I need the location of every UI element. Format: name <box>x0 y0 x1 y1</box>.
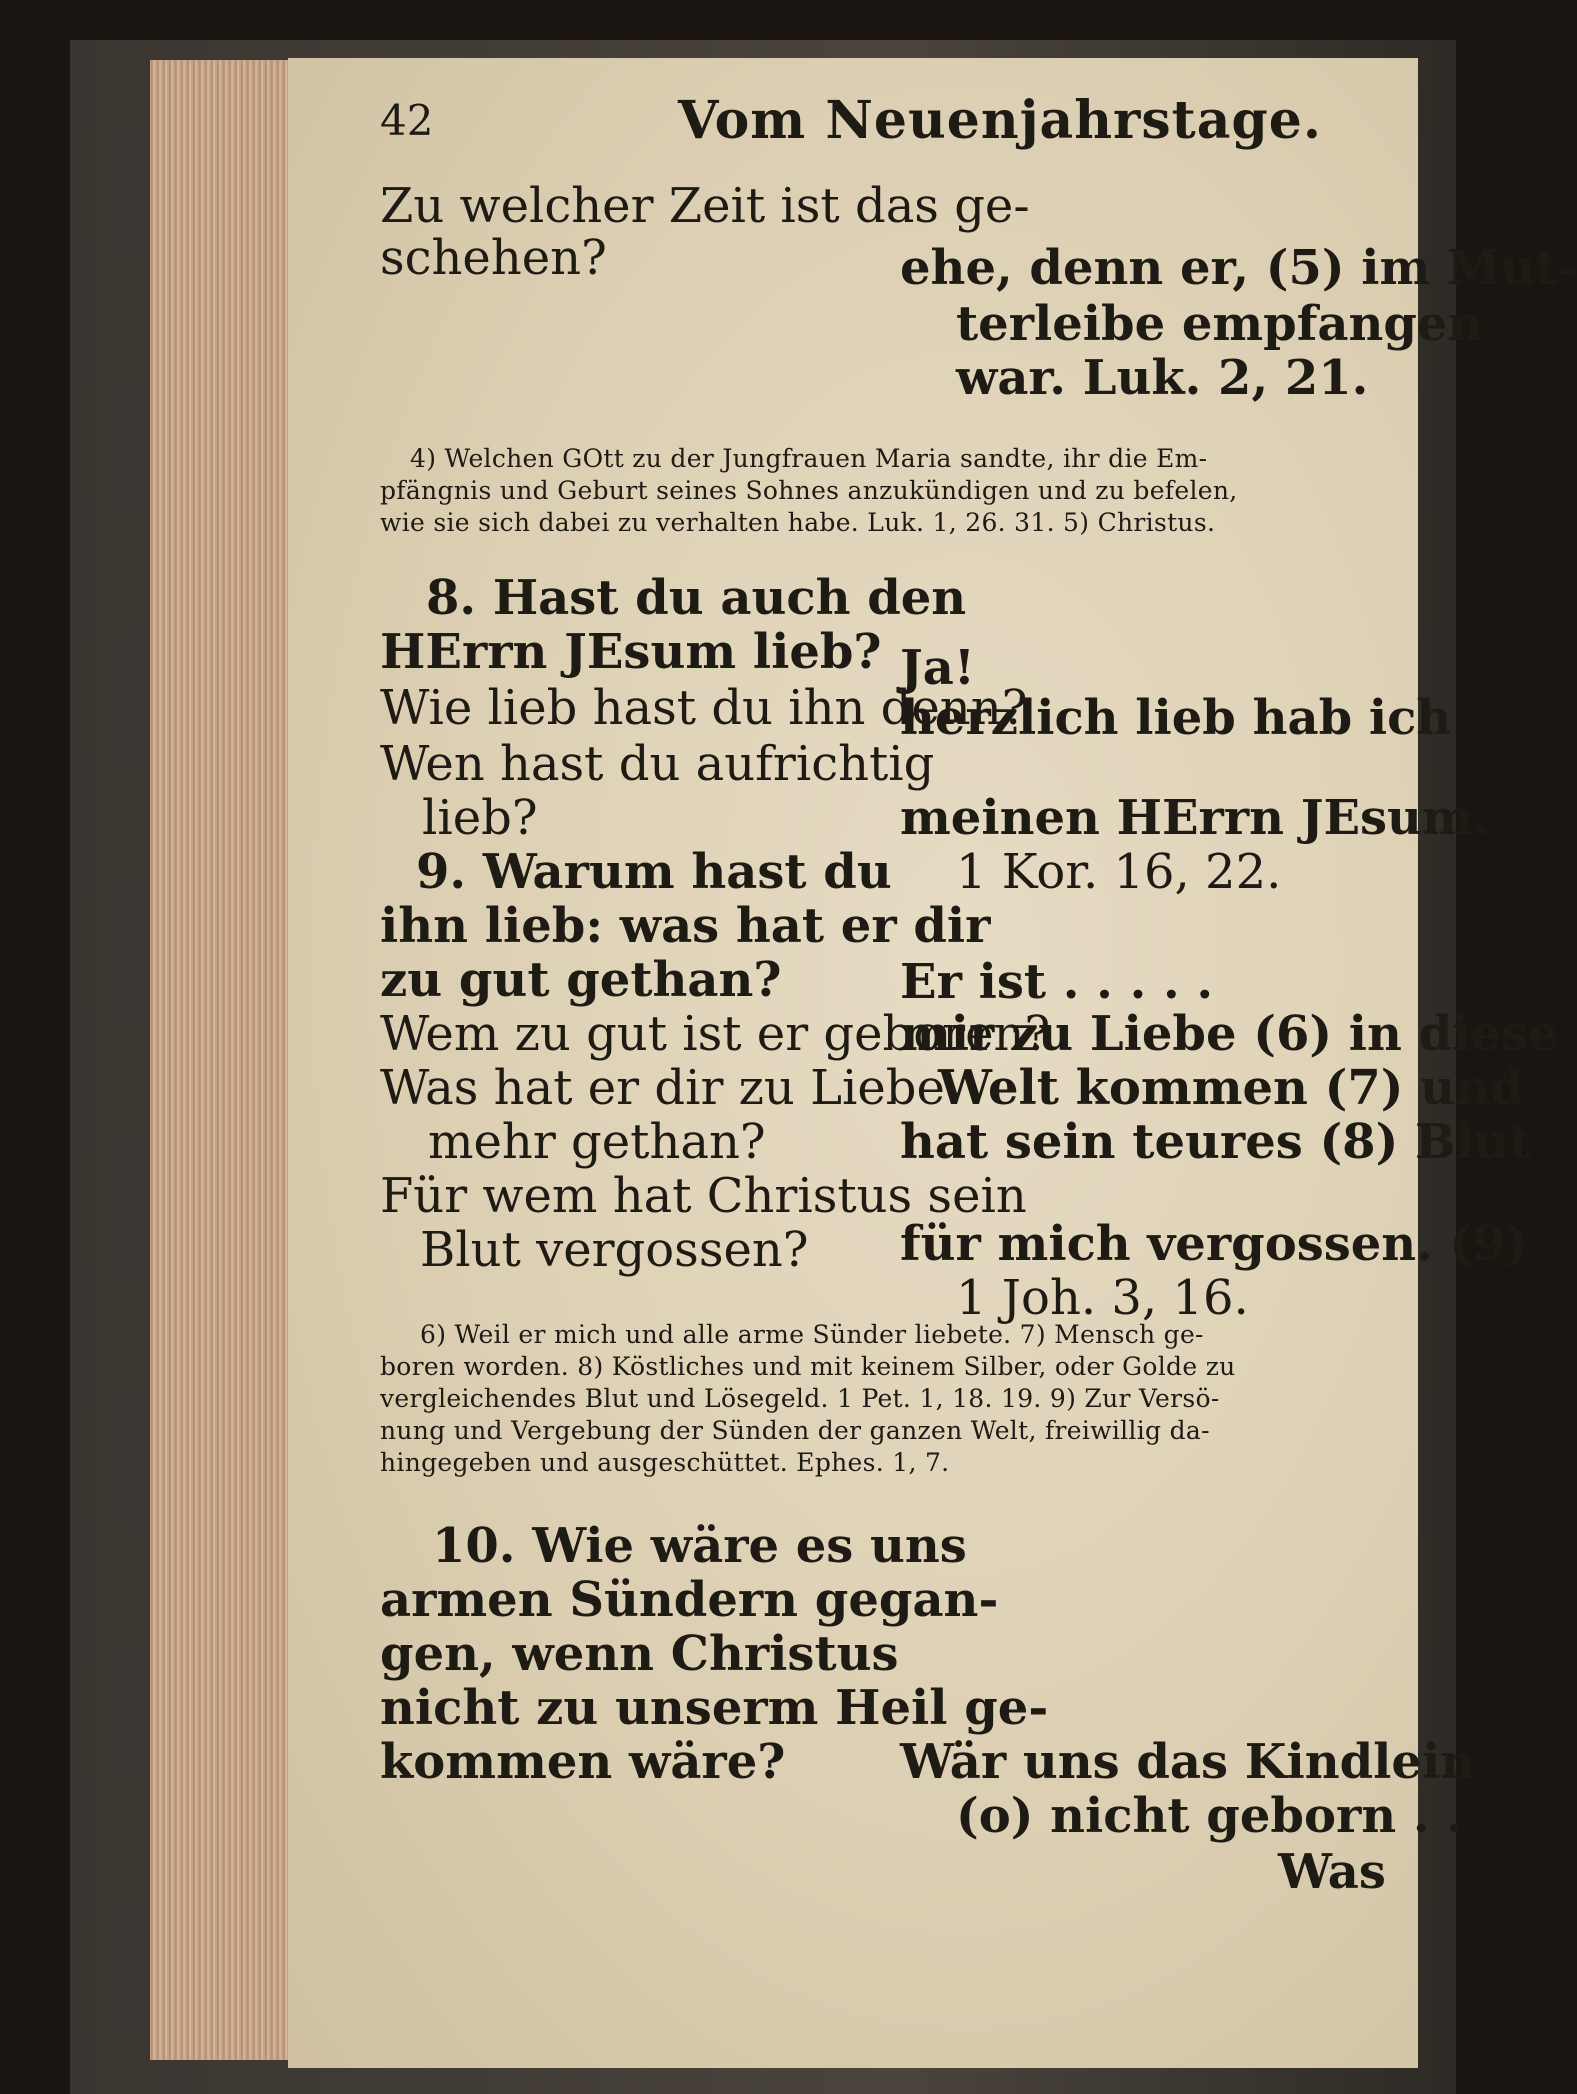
footnote-line: nung und Vergebung der Sünden der ganzen Welt, freiwillig da- <box>380 1416 1210 1445</box>
question-line: Wen hast du aufrichtig <box>380 736 935 792</box>
question-line: mehr gethan? <box>428 1114 766 1170</box>
footnote-line: wie sie sich dabei zu verhalten habe. Luk. 1, 26. 31. 5) Christus. <box>380 508 1216 537</box>
question-line: gen, wenn Christus <box>380 1626 899 1682</box>
question-line: schehen? <box>380 230 607 286</box>
answer-line: 1 Joh. 3, 16. <box>956 1270 1249 1326</box>
footnote-line: 6) Weil er mich und alle arme Sünder liebete. 7) Mensch ge- <box>420 1320 1204 1349</box>
book-page <box>288 58 1577 2068</box>
question-line: zu gut gethan? <box>380 952 782 1008</box>
question-line: Für wem hat Christus sein <box>380 1168 1027 1224</box>
answer-line: Ja! <box>900 640 975 696</box>
page-number: 42 <box>380 96 434 145</box>
question-line: Was hat er dir zu Liebe <box>380 1060 945 1116</box>
question-line: armen Sündern gegan- <box>380 1572 999 1628</box>
answer-line: mir zu Liebe (6) in diese <box>900 1006 1559 1062</box>
question-line: Zu welcher Zeit ist das ge- <box>380 178 1030 234</box>
answer-line: herzlich lieb hab ich <box>900 690 1452 746</box>
answer-line: 1 Kor. 16, 22. <box>956 844 1282 900</box>
question-line: Wem zu gut ist er geboren? <box>380 1006 1051 1062</box>
question-line: HErrn JEsum lieb? <box>380 624 882 680</box>
question-line: 10. Wie wäre es uns <box>432 1518 967 1574</box>
catchword: Was <box>1278 1844 1386 1900</box>
question-line: Wie lieb hast du ihn denn? <box>380 680 1028 736</box>
question-line: 9. Warum hast du <box>416 844 892 900</box>
page-edges <box>150 60 290 2060</box>
question-line: kommen wäre? <box>380 1734 786 1790</box>
footnote-line: vergleichendes Blut und Lösegeld. 1 Pet. 1, 18. 19. 9) Zur Versö- <box>380 1384 1220 1413</box>
answer-line: meinen HErrn JEsum. <box>900 790 1490 846</box>
question-line: 8. Hast du auch den <box>426 570 967 626</box>
answer-line: Wär uns das Kindlein <box>900 1734 1476 1790</box>
question-line: nicht zu unserm Heil ge- <box>380 1680 1049 1736</box>
footnote-line: boren worden. 8) Köstliches und mit keinem Silber, oder Golde zu <box>380 1352 1236 1381</box>
footnote-line: hingegeben und ausgeschüttet. Ephes. 1, 7. <box>380 1448 950 1477</box>
footnote-line: pfängnis und Geburt seines Sohnes anzukündigen und zu befelen, <box>380 476 1238 505</box>
running-header: Vom Neuenjahrstage. <box>678 90 1322 151</box>
answer-line: war. Luk. 2, 21. <box>956 350 1369 406</box>
answer-line: für mich vergossen. (9) <box>900 1216 1529 1272</box>
question-line: Blut vergossen? <box>420 1222 809 1278</box>
answer-line: ehe, denn er, (5) im Mut- <box>900 240 1577 296</box>
answer-line: Er ist . . . . . <box>900 954 1214 1010</box>
answer-line: terleibe empfangen <box>956 296 1483 352</box>
answer-line: (o) nicht geborn . . <box>956 1788 1463 1844</box>
question-line: ihn lieb: was hat er dir <box>380 898 991 954</box>
answer-line: hat sein teures (8) Blut <box>900 1114 1531 1170</box>
answer-line: Welt kommen (7) und <box>938 1060 1524 1116</box>
question-line: lieb? <box>422 790 538 846</box>
footnote-line: 4) Welchen GOtt zu der Jungfrauen Maria sandte, ihr die Em- <box>410 444 1208 473</box>
